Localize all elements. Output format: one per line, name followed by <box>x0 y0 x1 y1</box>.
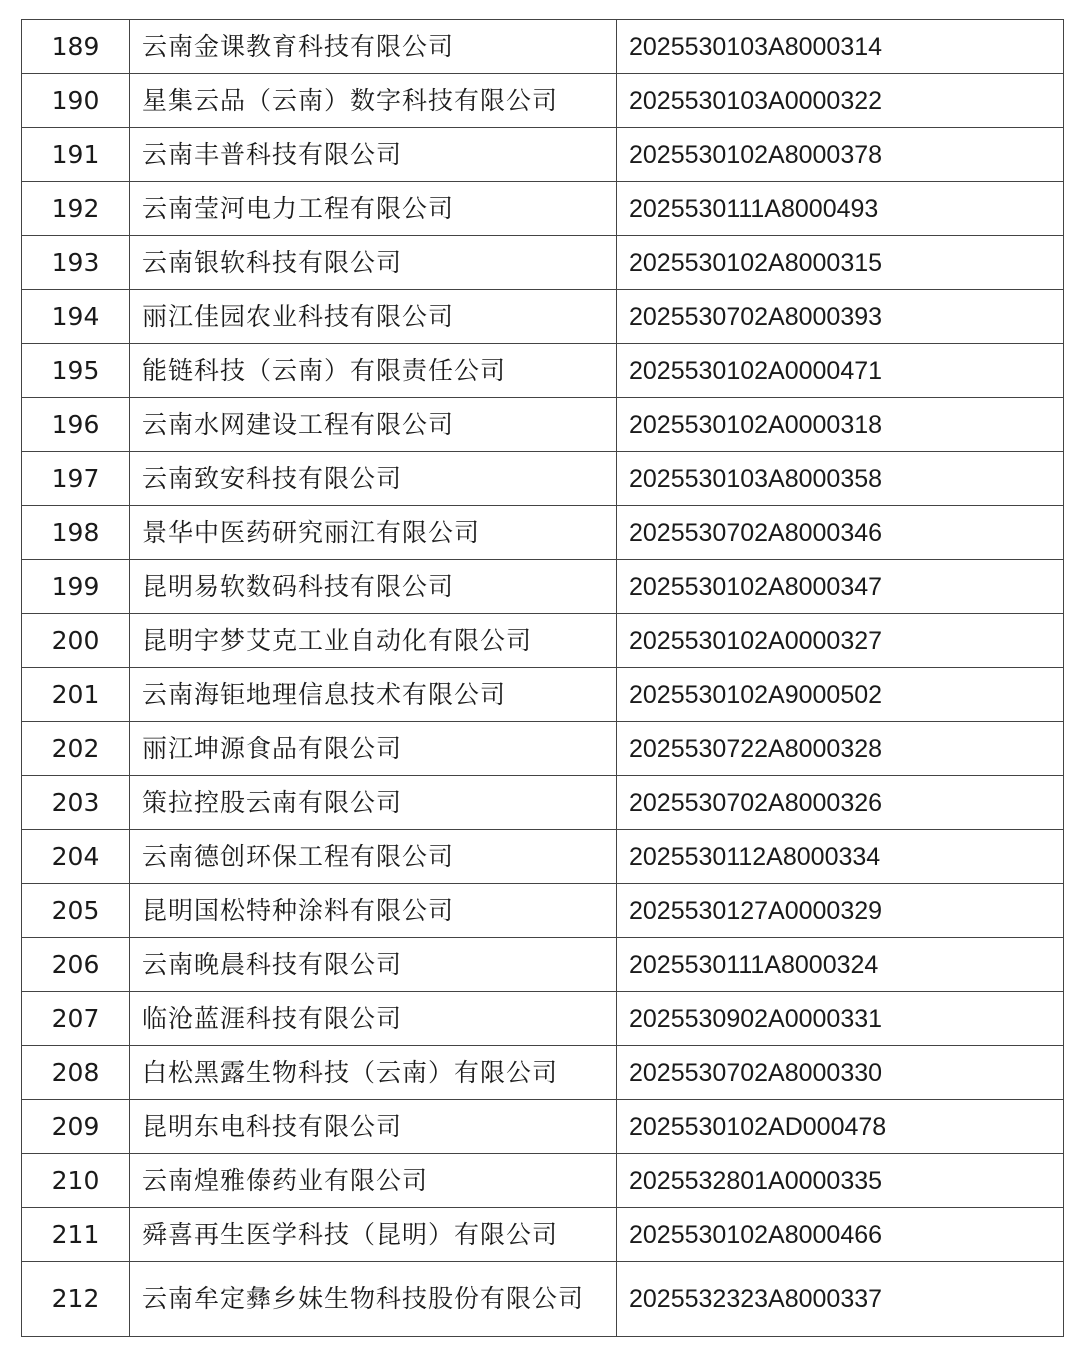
company-name-cell: 丽江坤源食品有限公司 <box>130 722 617 776</box>
registration-code-cell: 2025530102A0000318 <box>617 398 1064 452</box>
company-name-cell: 云南金课教育科技有限公司 <box>130 20 617 74</box>
company-name-cell: 策拉控股云南有限公司 <box>130 776 617 830</box>
row-number-cell: 207 <box>22 992 130 1046</box>
table-row <box>22 830 1064 884</box>
company-name-cell: 云南水网建设工程有限公司 <box>130 398 617 452</box>
table-row <box>22 398 1064 452</box>
registration-code-cell: 2025530102A0000327 <box>617 614 1064 668</box>
table-row <box>22 884 1064 938</box>
registration-code-cell: 2025530102A9000502 <box>617 668 1064 722</box>
registration-code-cell: 2025532323A8000337 <box>617 1262 1064 1337</box>
registration-code-cell: 2025530127A0000329 <box>617 884 1064 938</box>
registration-code-cell: 2025530702A8000393 <box>617 290 1064 344</box>
table-row <box>22 74 1064 128</box>
row-number-cell: 208 <box>22 1046 130 1100</box>
company-name-cell: 景华中医药研究丽江有限公司 <box>130 506 617 560</box>
row-number-cell: 193 <box>22 236 130 290</box>
row-number-cell: 195 <box>22 344 130 398</box>
company-name-cell: 云南丰普科技有限公司 <box>130 128 617 182</box>
table-row <box>22 1046 1064 1100</box>
table-row <box>22 20 1064 74</box>
row-number-cell: 205 <box>22 884 130 938</box>
row-number-cell: 197 <box>22 452 130 506</box>
registration-code-cell: 2025530103A8000314 <box>617 20 1064 74</box>
table-row <box>22 668 1064 722</box>
table-row <box>22 722 1064 776</box>
table-row <box>22 938 1064 992</box>
row-number-cell: 201 <box>22 668 130 722</box>
table-body <box>22 20 1064 1337</box>
registration-code-cell: 2025530103A8000358 <box>617 452 1064 506</box>
row-number-cell: 211 <box>22 1208 130 1262</box>
table-row <box>22 614 1064 668</box>
row-number-cell: 191 <box>22 128 130 182</box>
row-number-cell: 202 <box>22 722 130 776</box>
table-row <box>22 1262 1064 1337</box>
company-name-cell: 丽江佳园农业科技有限公司 <box>130 290 617 344</box>
company-name-cell: 临沧蓝涯科技有限公司 <box>130 992 617 1046</box>
row-number-cell: 200 <box>22 614 130 668</box>
company-name-cell: 云南煌雅傣药业有限公司 <box>130 1154 617 1208</box>
registration-code-cell: 2025530102A8000315 <box>617 236 1064 290</box>
table-row <box>22 128 1064 182</box>
table-row <box>22 344 1064 398</box>
company-name-cell: 昆明易软数码科技有限公司 <box>130 560 617 614</box>
row-number-cell: 212 <box>22 1262 130 1337</box>
row-number-cell: 199 <box>22 560 130 614</box>
company-list-table <box>21 19 1064 1337</box>
row-number-cell: 198 <box>22 506 130 560</box>
registration-code-cell: 2025532801A0000335 <box>617 1154 1064 1208</box>
registration-code-cell: 2025530702A8000326 <box>617 776 1064 830</box>
company-name-cell: 云南牟定彝乡妹生物科技股份有限公司 <box>130 1262 617 1337</box>
registration-code-cell: 2025530702A8000346 <box>617 506 1064 560</box>
company-name-cell: 能链科技（云南）有限责任公司 <box>130 344 617 398</box>
company-name-cell: 云南海钜地理信息技术有限公司 <box>130 668 617 722</box>
registration-code-cell: 2025530102A0000471 <box>617 344 1064 398</box>
row-number-cell: 204 <box>22 830 130 884</box>
row-number-cell: 194 <box>22 290 130 344</box>
table-row <box>22 452 1064 506</box>
company-name-cell: 云南莹河电力工程有限公司 <box>130 182 617 236</box>
company-name-cell: 云南银软科技有限公司 <box>130 236 617 290</box>
row-number-cell: 209 <box>22 1100 130 1154</box>
registration-code-cell: 2025530112A8000334 <box>617 830 1064 884</box>
company-name-cell: 昆明东电科技有限公司 <box>130 1100 617 1154</box>
registration-code-cell: 2025530102A8000466 <box>617 1208 1064 1262</box>
table-row <box>22 506 1064 560</box>
registration-code-cell: 2025530102A8000378 <box>617 128 1064 182</box>
registration-code-cell: 2025530102A8000347 <box>617 560 1064 614</box>
registration-code-cell: 2025530111A8000324 <box>617 938 1064 992</box>
table-row <box>22 236 1064 290</box>
row-number-cell: 196 <box>22 398 130 452</box>
company-name-cell: 云南德创环保工程有限公司 <box>130 830 617 884</box>
registration-code-cell: 2025530102AD000478 <box>617 1100 1064 1154</box>
table-row <box>22 290 1064 344</box>
table-row <box>22 182 1064 236</box>
row-number-cell: 189 <box>22 20 130 74</box>
company-name-cell: 白松黑露生物科技（云南）有限公司 <box>130 1046 617 1100</box>
table-row <box>22 1100 1064 1154</box>
company-name-cell: 云南晚晨科技有限公司 <box>130 938 617 992</box>
table-row <box>22 992 1064 1046</box>
registration-code-cell: 2025530702A8000330 <box>617 1046 1064 1100</box>
row-number-cell: 203 <box>22 776 130 830</box>
table-row <box>22 560 1064 614</box>
row-number-cell: 210 <box>22 1154 130 1208</box>
company-name-cell: 云南致安科技有限公司 <box>130 452 617 506</box>
row-number-cell: 190 <box>22 74 130 128</box>
table-row <box>22 776 1064 830</box>
registration-code-cell: 2025530722A8000328 <box>617 722 1064 776</box>
company-name-cell: 舜喜再生医学科技（昆明）有限公司 <box>130 1208 617 1262</box>
registration-code-cell: 2025530111A8000493 <box>617 182 1064 236</box>
registration-code-cell: 2025530103A0000322 <box>617 74 1064 128</box>
row-number-cell: 206 <box>22 938 130 992</box>
table-row <box>22 1154 1064 1208</box>
company-name-cell: 星集云品（云南）数字科技有限公司 <box>130 74 617 128</box>
company-name-cell: 昆明国松特种涂料有限公司 <box>130 884 617 938</box>
row-number-cell: 192 <box>22 182 130 236</box>
table-row <box>22 1208 1064 1262</box>
registration-code-cell: 2025530902A0000331 <box>617 992 1064 1046</box>
company-name-cell: 昆明宇梦艾克工业自动化有限公司 <box>130 614 617 668</box>
